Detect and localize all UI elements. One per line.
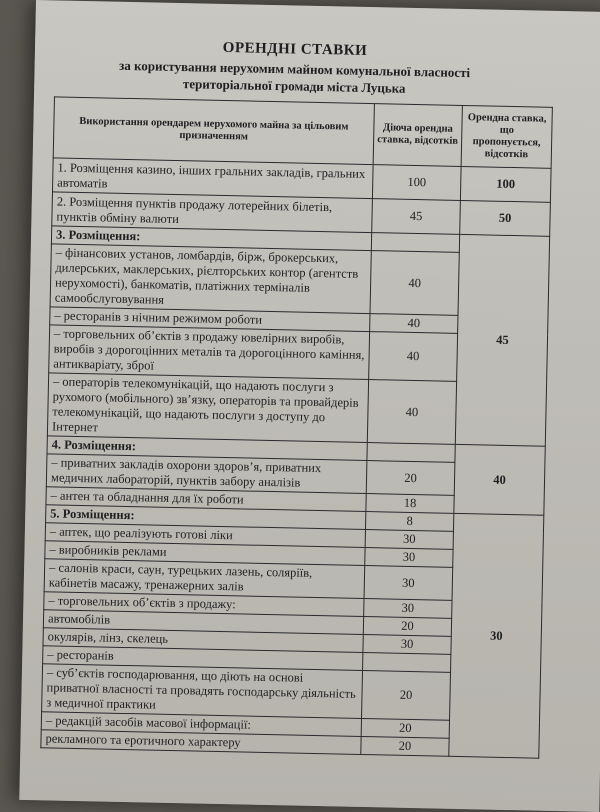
- row-current-rate: 100: [372, 165, 461, 201]
- document-page: [19, 0, 600, 812]
- row-current-rate: 20: [361, 736, 449, 756]
- section-proposed-rate: 30: [449, 513, 544, 758]
- row-current-rate: [371, 233, 459, 253]
- rates-table: [40, 96, 553, 758]
- row-usage: – операторів телекомунікацій, що надають послуги з рухомого (мобільного) зв’язку, операторів та провайдерів телекомунікацій, що надають послуги з доступу до Інтернет: [47, 373, 368, 443]
- header-usage: Використання орендарем нерухомого майна за цільовим призначенням: [53, 97, 374, 165]
- section-proposed-rate: 45: [455, 234, 549, 446]
- row-usage: 2. Розміщення пунктів продажу лотерейних білетів, пунктів обміну валюти: [52, 192, 373, 233]
- row-usage: – фінансових установ, ломбардів, бірж, брокерських, дилерських, маклерських, рієлторських контор (агентств нерухомості), банкоматів, платіжних терміналів самообслуговування: [50, 244, 371, 314]
- row-current-rate: 40: [367, 380, 456, 445]
- row-usage: – виробників реклами: [45, 541, 365, 566]
- row-current-rate: 45: [372, 199, 461, 235]
- row-current-rate: 8: [365, 512, 453, 532]
- row-usage: окулярів, лінз, скелець: [43, 628, 363, 653]
- header-current-rate: Діюча орендна ставка, відсотків: [373, 104, 462, 167]
- row-usage: – редакцій засобів масової інформації:: [41, 712, 361, 737]
- document-subtitle-line-1: за користування нерухомим майном комунальної власності: [118, 57, 471, 81]
- row-current-rate: 40: [369, 332, 458, 382]
- row-current-rate: 20: [366, 461, 455, 496]
- row-usage: – салонів краси, саун, турецьких лазень, соляріїв, кабінетів масажу, тренажерних залів: [44, 559, 365, 599]
- row-usage: – торговельних об’єктів з продажу ювелірних виробів, виробів з дорогоцінних металів та дорогоцінного каміння, антикваріату, зброї: [49, 325, 370, 380]
- table-header-row: [53, 97, 552, 168]
- header-proposed-rate: Орендна ставка, що пропонується, відсотків: [461, 105, 552, 168]
- row-current-rate: [363, 652, 451, 672]
- row-usage: – ресторанів: [43, 646, 363, 671]
- row-usage: – ресторанів з нічним режимом роботи: [50, 307, 370, 332]
- row-current-rate: 20: [363, 616, 451, 636]
- document-title: ОРЕНДНІ СТАВКИ: [222, 39, 368, 59]
- row-usage: – аптек, що реалізують готові ліки: [45, 523, 365, 548]
- row-usage: автомобілів: [43, 610, 363, 635]
- row-usage: рекламного та еротичного характеру: [41, 730, 361, 755]
- document-subtitle-line-2: територіальної громади міста Луцька: [182, 76, 406, 96]
- row-current-rate: 30: [364, 599, 452, 619]
- row-usage: – торговельних об’єктів з продажу:: [44, 592, 364, 617]
- row-proposed-rate: 50: [460, 200, 551, 236]
- section-heading: 3. Розміщення:: [51, 226, 371, 251]
- row-usage: – антен та обладнання для їх роботи: [46, 487, 366, 512]
- row-current-rate: 30: [363, 634, 451, 654]
- row-current-rate: 30: [364, 566, 453, 601]
- row-proposed-rate: 100: [460, 166, 551, 202]
- row-current-rate: 30: [365, 530, 453, 550]
- row-usage: 1. Розміщення казино, інших гральних закладів, гральних автоматів: [52, 158, 373, 199]
- section-heading: 4. Розміщення:: [47, 436, 367, 461]
- row-current-rate: 30: [365, 548, 453, 568]
- row-current-rate: 40: [370, 314, 458, 334]
- row-current-rate: 40: [370, 251, 459, 316]
- section-proposed-rate: 40: [454, 444, 545, 515]
- row-current-rate: 20: [362, 670, 451, 720]
- row-current-rate: 20: [361, 718, 449, 738]
- row-usage: – суб’єктів господарювання, що діють на основі приватної власності та провадять господарську діяльність з медичної практики: [42, 664, 363, 719]
- section-heading: 5. Розміщення:: [46, 505, 366, 530]
- row-current-rate: [367, 443, 455, 463]
- row-current-rate: 18: [366, 494, 454, 514]
- row-usage: – приватних закладів охорони здоров’я, приватних медичних лабораторій, пунктів забору аналізів: [46, 454, 367, 494]
